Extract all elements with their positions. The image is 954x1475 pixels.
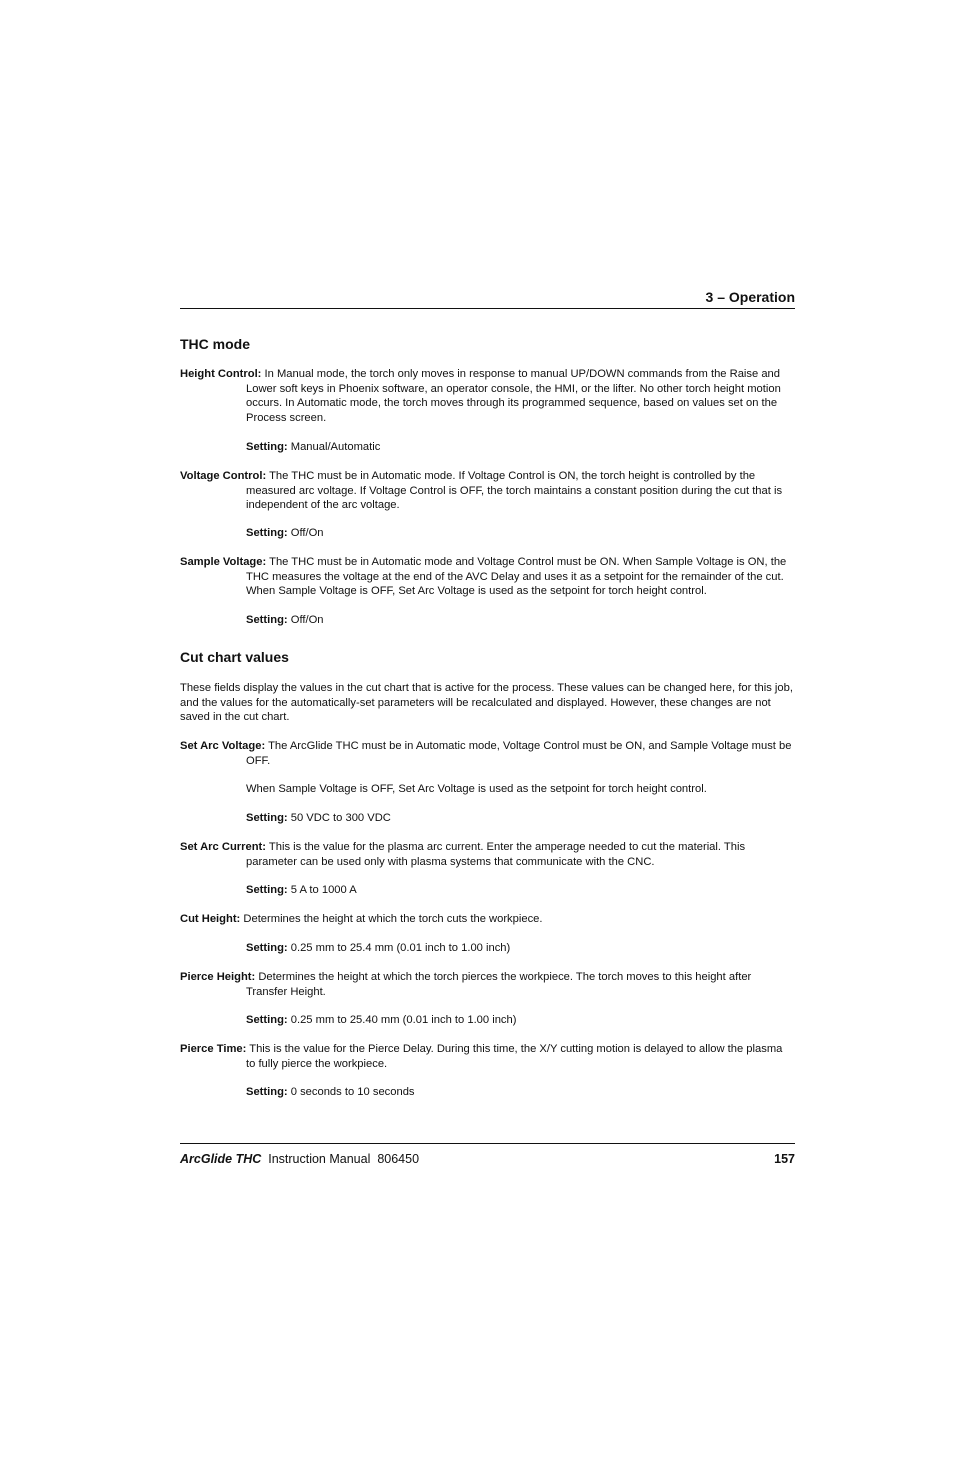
entry-sample-voltage xyxy=(180,555,794,599)
setting-label: Setting: xyxy=(246,812,288,824)
setting-label: Setting: xyxy=(246,942,288,954)
setting-sample-voltage xyxy=(246,613,794,628)
header-rule xyxy=(180,308,795,309)
page-number: 157 xyxy=(774,1152,795,1166)
product-name: ArcGlide THC xyxy=(180,1152,262,1166)
setting-cut-height xyxy=(246,941,794,956)
description-sample-voltage: The THC must be in Automatic mode and Voltage Control must be ON. When Sample Voltage is ON, the THC measures the voltage at the end of the AVC Delay and uses it as a setpoint for the remainder of the cut. When Sample Voltage is OFF, Set Arc Voltage is used as the setpoint for torch height control. xyxy=(246,556,787,598)
setting-label: Setting: xyxy=(246,614,288,626)
entry-voltage-control xyxy=(180,469,794,513)
term-set-arc-voltage: Set Arc Voltage: xyxy=(180,740,266,752)
setting-set-arc-voltage xyxy=(246,811,794,826)
setting-set-arc-current xyxy=(246,883,794,898)
setting-pierce-height xyxy=(246,1013,794,1028)
part-number: 806450 xyxy=(377,1152,420,1166)
setting-label: Setting: xyxy=(246,527,288,539)
setting-value: Off/On xyxy=(290,527,324,539)
setting-label: Setting: xyxy=(246,1086,288,1098)
term-pierce-time: Pierce Time: xyxy=(180,1043,247,1055)
setting-value: 0 seconds to 10 seconds xyxy=(290,1086,415,1098)
setting-value: Off/On xyxy=(290,614,324,626)
setting-label: Setting: xyxy=(246,441,288,453)
setting-pierce-time xyxy=(246,1085,794,1100)
term-pierce-height: Pierce Height: xyxy=(180,971,256,983)
setting-value: 0.25 mm to 25.4 mm (0.01 inch to 1.00 inch) xyxy=(290,942,511,954)
entry-set-arc-voltage xyxy=(180,739,794,768)
setting-value: 0.25 mm to 25.40 mm (0.01 inch to 1.00 inch) xyxy=(290,1014,517,1026)
entry-pierce-time xyxy=(180,1042,794,1071)
term-height-control: Height Control: xyxy=(180,368,262,380)
section-title-cut-chart-values: Cut chart values xyxy=(180,649,289,665)
setting-value: Manual/Automatic xyxy=(290,441,381,453)
section-title-thc-mode: THC mode xyxy=(180,336,250,352)
setting-height-control xyxy=(246,440,794,455)
setting-value: 5 A to 1000 A xyxy=(290,884,357,896)
setting-label: Setting: xyxy=(246,1014,288,1026)
entry-pierce-height xyxy=(180,970,794,999)
description-pierce-time: This is the value for the Pierce Delay. During this time, the X/Y cutting motion is delayed to allow the plasma to fully pierce the workpiece. xyxy=(246,1043,783,1070)
description-height-control: In Manual mode, the torch only moves in response to manual UP/DOWN commands from the Raise and Lower soft keys in Phoenix software, an operator console, the HMI, or the lifter. No other torch height motion occurs. In Automatic mode, the torch moves through its programmed sequence, based on values set on the Process screen. xyxy=(246,368,781,424)
term-sample-voltage: Sample Voltage: xyxy=(180,556,267,568)
description-set-arc-current: This is the value for the plasma arc current. Enter the amperage needed to cut the material. This parameter can be used only with plasma systems that communicate with the CNC. xyxy=(246,841,746,868)
entry-set-arc-current xyxy=(180,840,794,869)
description-cut-height: Determines the height at which the torch cuts the workpiece. xyxy=(243,913,543,925)
footer xyxy=(180,1152,795,1166)
setting-voltage-control xyxy=(246,526,794,541)
cut-chart-intro: These fields display the values in the cut chart that is active for the process. These values can be changed here, for this job, and the values for the automatically-set parameters will be recalculated and displayed. However, these changes are not saved in the cut chart. xyxy=(180,682,793,724)
description-set-arc-voltage: The ArcGlide THC must be in Automatic mode, Voltage Control must be ON, and Sample Voltage must be OFF. xyxy=(246,740,792,767)
manual-title: Instruction Manual xyxy=(268,1152,371,1166)
setting-label: Setting: xyxy=(246,884,288,896)
setting-value: 50 VDC to 300 VDC xyxy=(290,812,391,824)
term-cut-height: Cut Height: xyxy=(180,913,241,925)
entry-height-control xyxy=(180,367,794,425)
note-set-arc-voltage: When Sample Voltage is OFF, Set Arc Voltage is used as the setpoint for torch height control. xyxy=(246,783,707,795)
term-voltage-control: Voltage Control: xyxy=(180,470,267,482)
entry-cut-height xyxy=(180,912,794,927)
description-voltage-control: The THC must be in Automatic mode. If Voltage Control is ON, the torch height is controlled by the measured arc voltage. If Voltage Control is OFF, the torch maintains a constant position during the cut that is independent of the arc voltage. xyxy=(246,470,783,512)
footer-rule xyxy=(180,1143,795,1144)
chapter-heading: 3 – Operation xyxy=(705,289,795,305)
description-pierce-height: Determines the height at which the torch pierces the workpiece. The torch moves to this height after Transfer Height. xyxy=(246,971,752,998)
term-set-arc-current: Set Arc Current: xyxy=(180,841,266,853)
